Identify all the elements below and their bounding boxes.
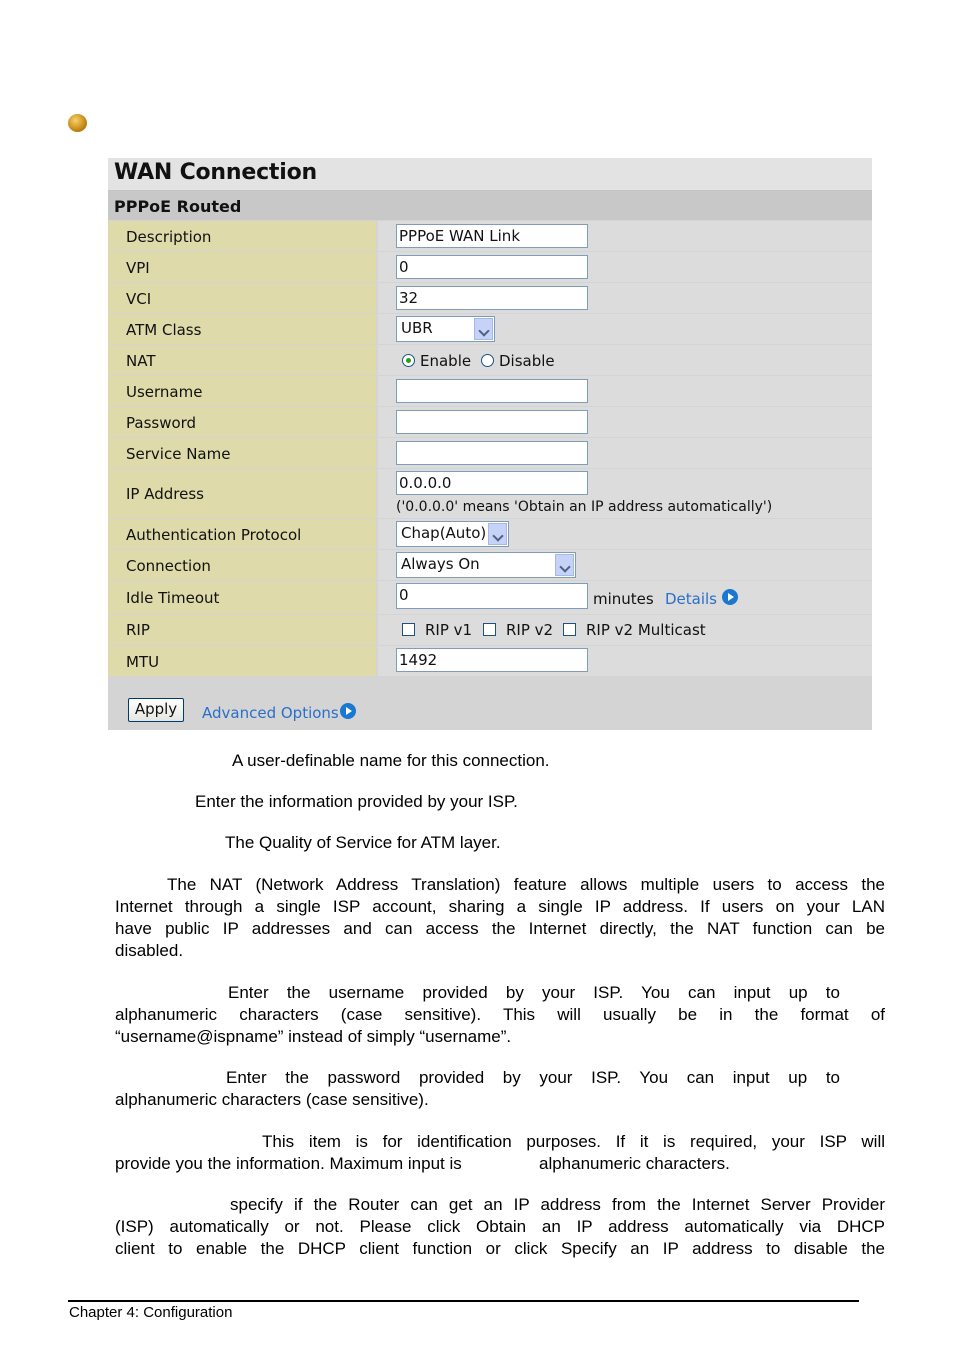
row-nat [108,345,872,375]
details-link[interactable]: Details [665,590,718,608]
ip-address-input[interactable]: 0.0.0.0 [396,471,588,495]
auth-protocol-select[interactable]: Chap(Auto) [396,521,509,547]
desc-username-line1: Enter the username provided by your ISP. You can input up to [228,983,840,1002]
label-mtu: MTU [126,653,160,671]
chevron-down-icon [488,523,507,545]
rip-v1-checkbox[interactable] [402,623,415,636]
desc-password-line2: alphanumeric characters (case sensitive). [115,1090,429,1109]
password-input[interactable] [396,410,588,434]
desc-nat-line4: disabled. [115,941,184,960]
panel-subtitle: PPPoE Routed [108,191,872,220]
desc-description: A user-definable name for this connection. [232,751,550,770]
desc-vpi-vci: Enter the information provided by your ISP. [195,792,518,811]
arrow-right-icon[interactable] [340,703,356,719]
label-auth-protocol: Authentication Protocol [126,526,302,544]
ip-address-hint: ('0.0.0.0' means 'Obtain an IP address automatically') [396,499,773,515]
desc-username-line3: “username@ispname” instead of simply “username”. [115,1027,512,1046]
desc-password-line1: Enter the password provided by your ISP. You can input up to [226,1068,840,1087]
arrow-right-icon[interactable] [722,589,738,605]
connection-select[interactable]: Always On [396,552,576,578]
label-description: Description [126,228,212,246]
desc-atm-class: The Quality of Service for ATM layer. [225,833,501,852]
row-atm-class [108,314,872,344]
desc-nat-line3: have public IP addresses and can access the Internet directly, the NAT function can be [115,919,885,938]
desc-service-line1: This item is for identification purposes. If it is required, your ISP will [262,1132,885,1151]
footer-divider [68,1300,859,1302]
apply-button[interactable]: Apply [128,698,184,722]
chevron-down-icon [474,318,493,340]
mtu-input[interactable]: 1492 [396,648,588,672]
rip-v1-label: RIP v1 [425,621,473,639]
panel-footer [108,676,872,730]
row-service-name [108,438,872,468]
label-atm-class: ATM Class [126,321,202,339]
desc-service-line2b: alphanumeric characters. [539,1154,730,1173]
label-username: Username [126,383,203,401]
label-service-name: Service Name [126,445,231,463]
idle-timeout-unit: minutes [593,590,654,608]
panel-title: WAN Connection [108,158,872,191]
username-input[interactable] [396,379,588,403]
bullet-icon [68,114,87,132]
row-ip-address [108,469,872,518]
vci-input[interactable]: 32 [396,286,588,310]
advanced-options-link[interactable]: Advanced Options [202,704,339,722]
service-name-input[interactable] [396,441,588,465]
desc-ip-line3: client to enable the DHCP client function or click Specify an IP address to disable the [115,1239,885,1258]
label-idle-timeout: Idle Timeout [126,589,220,607]
label-vpi: VPI [126,259,150,277]
label-connection: Connection [126,557,211,575]
chapter-footer: Chapter 4: Configuration [69,1304,233,1321]
rip-v2-checkbox[interactable] [483,623,496,636]
wan-connection-panel [108,158,872,730]
label-ip-address: IP Address [126,485,204,503]
idle-timeout-input[interactable]: 0 [396,583,588,609]
row-vci [108,283,872,313]
desc-service-line2a: provide you the information. Maximum input is [115,1154,462,1173]
label-nat: NAT [126,352,156,370]
vpi-input[interactable]: 0 [396,255,588,279]
nat-disable-radio[interactable] [481,354,494,367]
row-vpi [108,252,872,282]
nat-disable-label: Disable [499,352,555,370]
desc-username-line2: alphanumeric characters (case sensitive). This will usually be in the format of [115,1005,885,1024]
row-idle-timeout [108,581,872,614]
desc-ip-line1: specify if the Router can get an IP address from the Internet Server Provider [230,1195,885,1214]
desc-ip-line2: (ISP) automatically or not. Please click Obtain an IP address automatically via DHCP [115,1217,885,1236]
label-vci: VCI [126,290,152,308]
atm-class-select[interactable]: UBR [396,316,495,342]
desc-nat-line2: Internet through a single ISP account, sharing a single IP address. If users on your LAN [115,897,885,916]
row-connection [108,550,872,580]
row-auth-protocol [108,519,872,549]
rip-v2-multicast-checkbox[interactable] [563,623,576,636]
row-description [108,221,872,251]
nat-enable-radio[interactable] [402,354,415,367]
rip-v2-label: RIP v2 [506,621,554,639]
rip-v2-multicast-label: RIP v2 Multicast [586,621,706,639]
desc-nat-line1: The NAT (Network Address Translation) feature allows multiple users to access the [167,875,885,894]
chevron-down-icon [555,554,574,576]
row-mtu [108,646,872,676]
nat-enable-label: Enable [420,352,472,370]
row-rip [108,615,872,645]
row-password [108,407,872,437]
label-rip: RIP [126,621,150,639]
row-username [108,376,872,406]
label-password: Password [126,414,197,432]
description-input[interactable]: PPPoE WAN Link [396,224,588,248]
